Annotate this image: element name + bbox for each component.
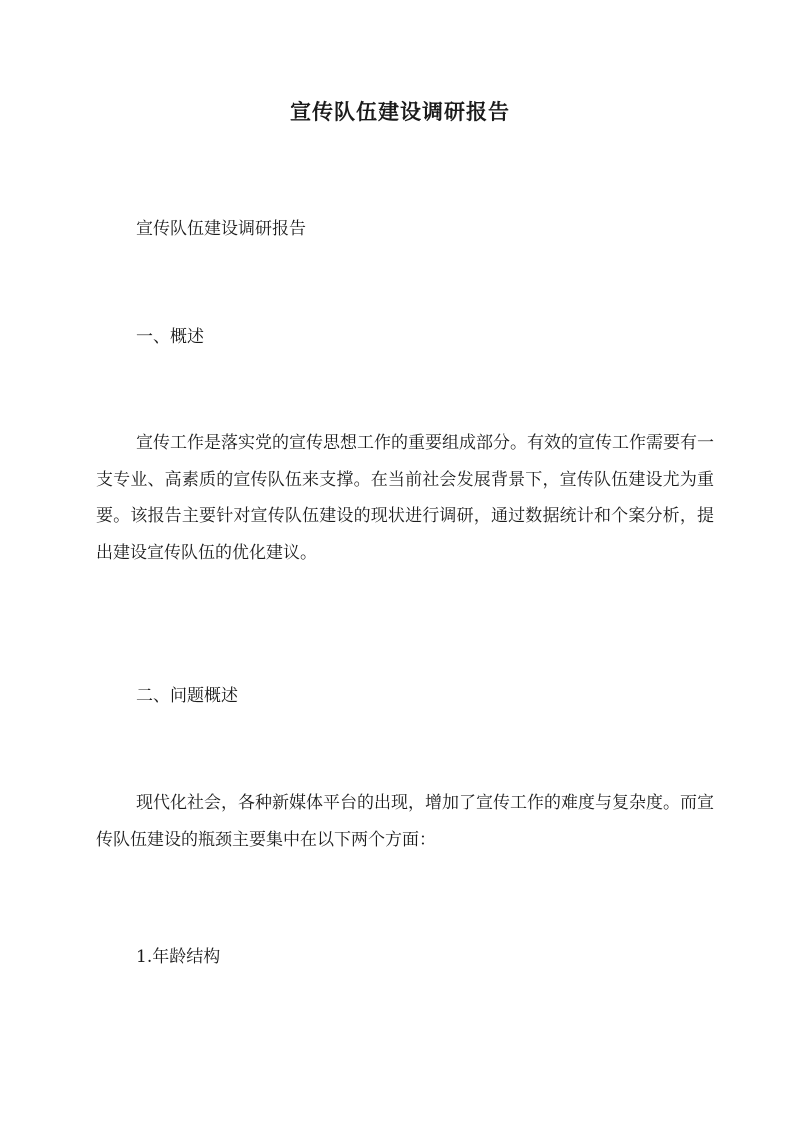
document-title: 宣传队伍建设调研报告 [290, 99, 510, 124]
subsection-1-heading: 1.年龄结构 [136, 947, 221, 967]
section-1-heading: 一、概述 [136, 327, 204, 347]
section-2-heading: 二、问题概述 [136, 686, 238, 706]
section-2-paragraph: 现代化社会，各种新媒体平台的出现，增加了宣传工作的难度与复杂度。而宣传队伍建设的瓶颈主要集中在以下两个方面： [96, 793, 714, 850]
document-subtitle: 宣传队伍建设调研报告 [136, 219, 306, 239]
section-1-paragraph: 宣传工作是落实党的宣传思想工作的重要组成部分。有效的宣传工作需要有一支专业、高素质的宣传队伍来支撑。在当前社会发展背景下，宣传队伍建设尤为重要。该报告主要针对宣传队伍建设的现状进行调研，通过数据统计和个案分析，提出建设宣传队伍的优化建议。 [96, 433, 714, 563]
